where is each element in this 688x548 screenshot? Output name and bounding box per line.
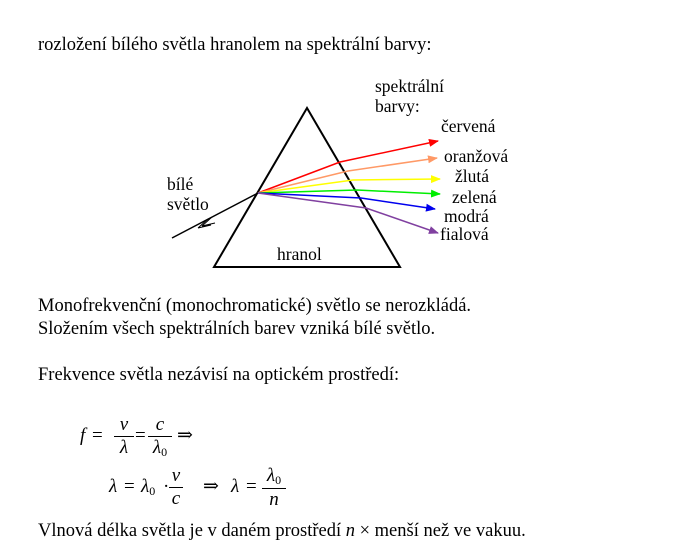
paragraph1-line2: Složením všech spektrálních barev vzniká bílé světlo. [38,319,436,339]
f2-lambda-b: λ [231,476,240,497]
label-red: červená [441,116,496,136]
heading: rozložení bílého světla hranolem na spektrální barvy: [38,35,432,55]
f1-frac-c-lambda0: c $\lambda_0$ [148,415,172,458]
prism-label: hranol [277,244,322,264]
f1-f: f [80,425,86,446]
white-light-label-line2: světlo [167,194,209,214]
ray-red [258,141,438,193]
f2-eq1: = [124,476,135,497]
f2-lambda0: $\lambda_0$ [141,476,156,498]
f2-eq2: = [246,476,257,497]
ray-violet [258,193,438,233]
f2-implies: ⇒ [203,476,219,497]
spectral-title-line2: barvy: [375,96,420,116]
paragraph2: Frekvence světla nezávisí na optickém prostředí: [38,365,400,385]
white-light-label-line1: bílé [167,174,194,194]
label-violet: fialová [440,224,489,244]
ray-blue [258,193,435,209]
conclusion: Vlnová délka světla je v daném prostředí n × menší než ve vakuu. [38,521,526,541]
f2-dot: · [163,476,170,497]
f2-lambda: λ [109,476,118,497]
ray-green [258,190,440,194]
paragraph1-line1: Monofrekvenční (monochromatické) světlo se nerozkládá. [38,296,472,316]
f1-implies: ⇒ [177,425,193,446]
label-yellow: žlutá [455,166,490,186]
spectral-title-line1: spektrální [375,76,445,96]
f1-eq1: = [92,425,103,446]
label-green: zelená [452,187,497,207]
f2-frac-v-c: v c [169,466,183,508]
f1-eq2: = [135,425,146,446]
f2-frac-lambda0-n: $\lambda_0$ n [262,466,286,509]
label-blue: modrá [444,206,489,226]
f1-frac-v-lambda: v λ [114,415,134,457]
label-orange: oranžová [444,146,509,166]
